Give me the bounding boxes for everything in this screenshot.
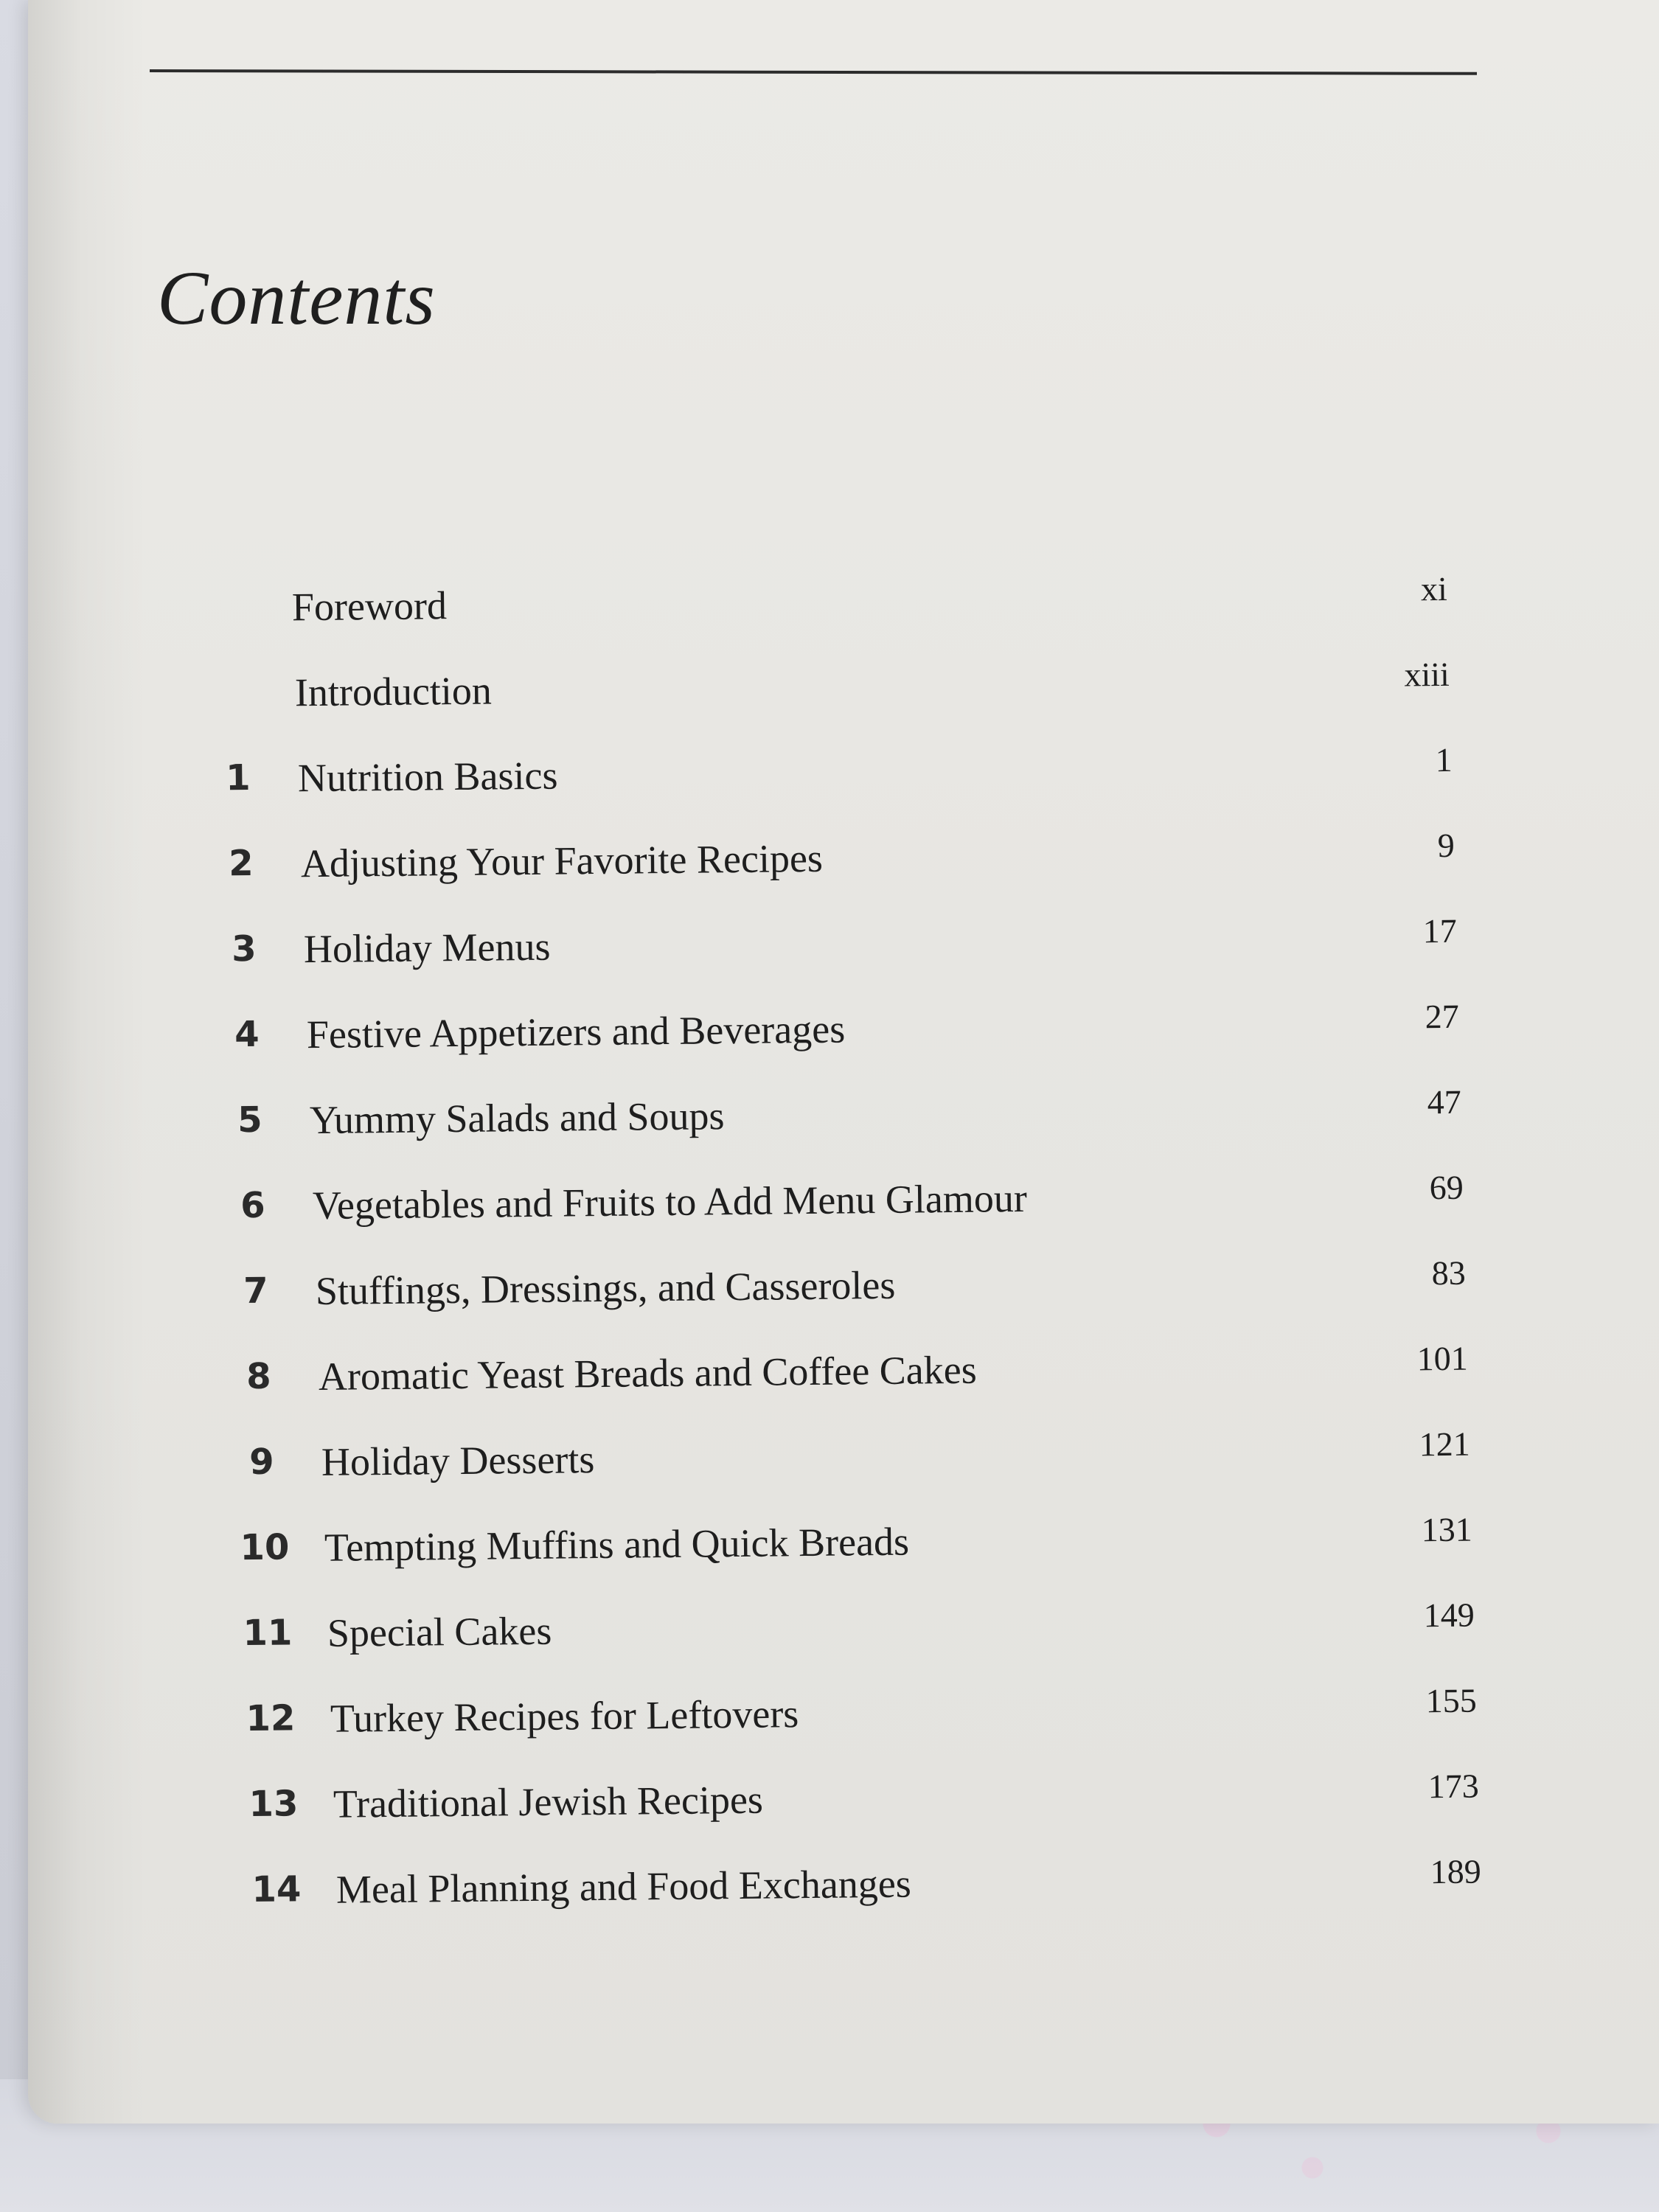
- chapter-number: 5: [237, 1099, 262, 1141]
- toc-entry-chapter-14: [28, 1850, 1659, 1926]
- toc-entry-chapter-5: [28, 1080, 1659, 1156]
- chapter-title: Turkey Recipes for Leftovers: [330, 1691, 799, 1741]
- page-number: 173: [1427, 1767, 1480, 1806]
- chapter-title: Meal Planning and Food Exchanges: [335, 1861, 912, 1912]
- toc-entry-foreword: [28, 567, 1659, 643]
- chapter-number: 14: [251, 1868, 302, 1910]
- page-number: 131: [1421, 1510, 1473, 1549]
- toc-entry-chapter-4: [28, 995, 1659, 1071]
- table-of-contents: [28, 0, 1659, 2124]
- page-number: xi: [1420, 569, 1448, 608]
- chapter-number: 4: [234, 1013, 260, 1056]
- page-title: Contents: [157, 256, 436, 341]
- chapter-title: Festive Appetizers and Beverages: [306, 1006, 846, 1057]
- toc-entry-chapter-2: [28, 824, 1659, 900]
- toc-entry-chapter-3: [28, 909, 1659, 985]
- page-number: 47: [1427, 1082, 1462, 1121]
- chapter-number: 11: [243, 1612, 293, 1655]
- chapter-number: 7: [243, 1270, 268, 1312]
- chapter-number: 6: [240, 1184, 265, 1227]
- chapter-title: Tempting Muffins and Quick Breads: [324, 1519, 910, 1570]
- chapter-title: Special Cakes: [327, 1608, 552, 1655]
- chapter-title: Yummy Salads and Soups: [309, 1093, 725, 1143]
- toc-entry-chapter-1: [28, 738, 1659, 814]
- chapter-number: 12: [246, 1697, 296, 1739]
- page-number: 121: [1419, 1425, 1471, 1464]
- chapter-title: Traditional Jewish Recipes: [333, 1777, 764, 1826]
- chapter-title: Adjusting Your Favorite Recipes: [300, 835, 824, 886]
- chapter-title: Introduction: [294, 668, 493, 715]
- toc-entry-chapter-8: [28, 1337, 1659, 1413]
- toc-entry-chapter-6: [28, 1166, 1659, 1242]
- page-number: 9: [1437, 826, 1455, 865]
- toc-entry-chapter-11: [28, 1593, 1659, 1669]
- chapter-title: Foreword: [291, 583, 448, 630]
- toc-entry-introduction: [28, 653, 1659, 728]
- chapter-number: 9: [248, 1441, 274, 1483]
- page-number: 69: [1429, 1168, 1464, 1207]
- chapter-title: Stuffings, Dressings, and Casseroles: [315, 1262, 896, 1314]
- toc-entry-chapter-10: [28, 1508, 1659, 1584]
- toc-entry-chapter-7: [28, 1251, 1659, 1327]
- page-number: 155: [1425, 1681, 1478, 1720]
- page-number: 83: [1431, 1253, 1467, 1293]
- chapter-title: Holiday Menus: [303, 924, 551, 972]
- toc-entry-chapter-9: [28, 1422, 1659, 1498]
- chapter-title: Nutrition Basics: [297, 753, 558, 801]
- chapter-number: 8: [246, 1355, 271, 1397]
- page-number: 101: [1416, 1339, 1469, 1378]
- chapter-number: 10: [240, 1526, 290, 1569]
- page-number: 1: [1435, 740, 1453, 779]
- page-number: 149: [1423, 1596, 1475, 1635]
- page-number: 189: [1430, 1852, 1482, 1891]
- chapter-number: 2: [228, 842, 254, 885]
- toc-entry-chapter-13: [28, 1764, 1659, 1840]
- chapter-title: Holiday Desserts: [321, 1437, 595, 1484]
- chapter-number: 3: [231, 928, 257, 970]
- chapter-number: 13: [248, 1783, 299, 1825]
- page-number: 27: [1425, 997, 1460, 1036]
- page-number: 17: [1422, 911, 1458, 950]
- chapter-number: 1: [225, 757, 251, 799]
- chapter-title: Vegetables and Fruits to Add Menu Glamour: [312, 1175, 1028, 1228]
- page-number: xiii: [1404, 655, 1450, 694]
- chapter-title: Aromatic Yeast Breads and Coffee Cakes: [318, 1347, 977, 1399]
- toc-entry-chapter-12: [28, 1679, 1659, 1755]
- chapter-number: [199, 586, 265, 587]
- book-page: [28, 0, 1659, 2124]
